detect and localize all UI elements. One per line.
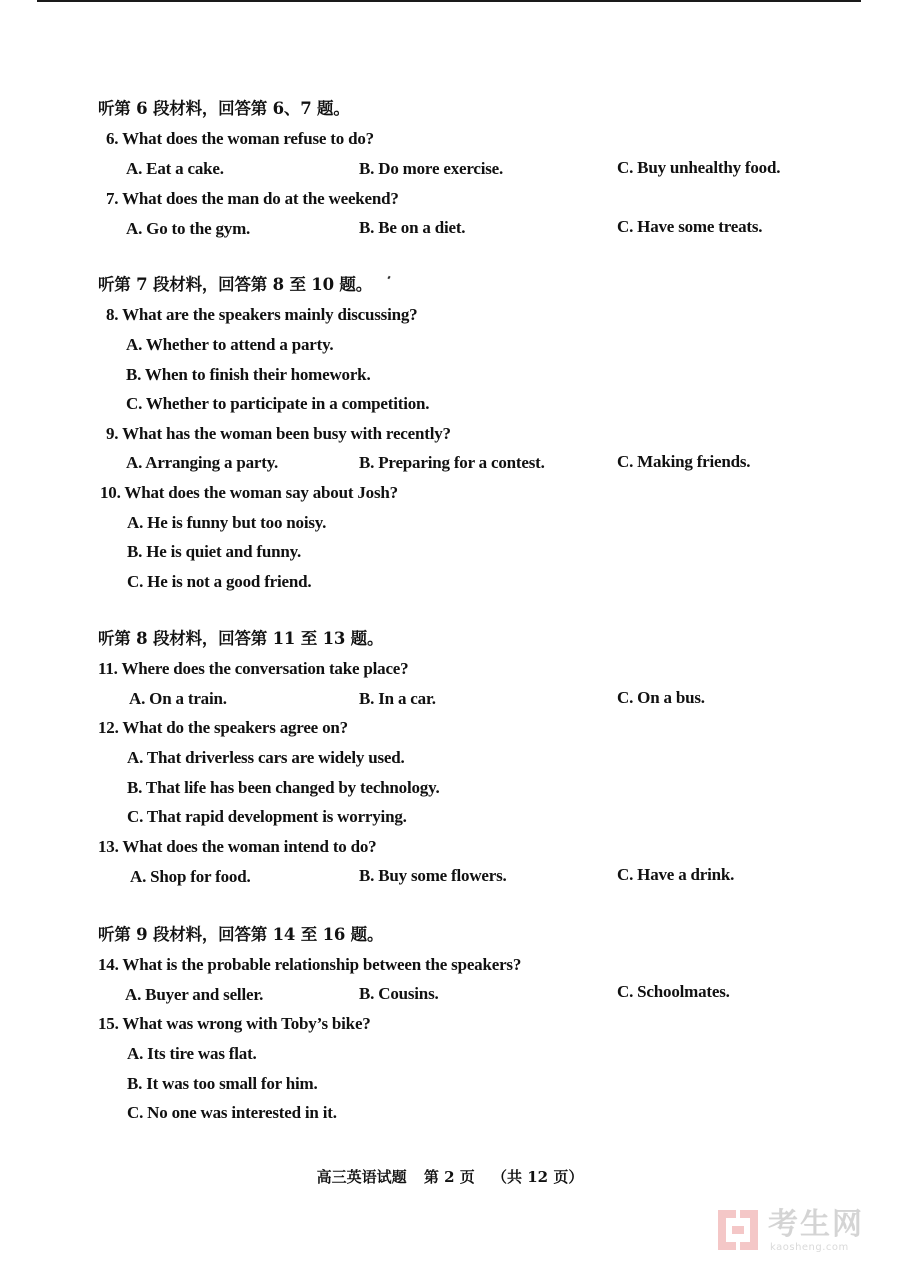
question-11-stem: 11. Where does the conversation take place? [98,659,409,678]
section-header-6: 听第 6 段材料，回答第 6、7 题。 [98,99,350,118]
question-9-option-c: C. Making friends. [617,452,751,471]
question-12-option-c: C. That rapid development is worrying. [127,807,407,826]
question-13-option-b: B. Buy some flowers. [359,866,507,885]
question-8-option-a: A. Whether to attend a party. [126,335,334,354]
question-7-stem: 7. What does the man do at the weekend? [106,189,399,208]
scan-speck [387,276,390,280]
footer-subject: 高三英语试题 [316,1168,407,1186]
question-12-stem: 12. What do the speakers agree on? [98,718,348,737]
section-header-9: 听第 9 段材料，回答第 14 至 16 题。 [98,925,384,944]
question-9-stem: 9. What has the woman been busy with recently? [106,424,451,443]
kaosheng-logo-icon [716,1208,760,1252]
question-7-option-b: B. Be on a diet. [359,218,466,237]
question-13-option-a: A. Shop for food. [130,867,251,886]
question-7-option-c: C. Have some treats. [617,217,763,236]
footer-total-pages: （共 12 页） [492,1168,584,1186]
question-6-stem: 6. What does the woman refuse to do? [106,129,374,148]
question-6-option-b: B. Do more exercise. [359,159,504,178]
question-7-option-a: A. Go to the gym. [126,219,251,238]
question-8-stem: 8. What are the speakers mainly discussing? [106,305,418,324]
question-12-option-a: A. That driverless cars are widely used. [127,748,405,767]
question-15-option-c: C. No one was interested in it. [127,1103,337,1122]
question-14-option-c: C. Schoolmates. [617,982,730,1001]
question-6-option-c: C. Buy unhealthy food. [617,158,781,177]
question-10-option-b: B. He is quiet and funny. [127,542,302,561]
question-11-option-b: B. In a car. [359,689,436,708]
question-15-option-a: A. Its tire was flat. [127,1044,257,1063]
question-13-option-c: C. Have a drink. [617,865,735,884]
question-6-option-a: A. Eat a cake. [126,159,224,178]
question-8-option-b: B. When to finish their homework. [126,365,371,384]
question-12-option-b: B. That life has been changed by technology. [127,778,440,797]
question-15-option-b: B. It was too small for him. [127,1074,318,1093]
watermark [716,1206,886,1258]
question-11-option-a: A. On a train. [129,689,227,708]
question-15-stem: 15. What was wrong with Toby’s bike? [98,1014,371,1033]
question-14-option-a: A. Buyer and seller. [125,985,264,1004]
question-11-option-c: C. On a bus. [617,688,705,707]
question-14-stem: 14. What is the probable relationship between the speakers? [98,955,522,974]
question-9-option-a: A. Arranging a party. [126,453,279,472]
footer-page-number: 第 2 页 [423,1168,475,1186]
question-14-option-b: B. Cousins. [359,984,439,1003]
page-footer [0,1166,900,1188]
watermark-site-name: 考生网 [768,1207,864,1242]
watermark-url: kaosheng.com [770,1242,849,1253]
question-10-option-a: A. He is funny but too noisy. [127,513,327,532]
question-8-option-c: C. Whether to participate in a competition. [126,394,430,413]
section-header-7: 听第 7 段材料，回答第 8 至 10 题。 [98,275,372,294]
section-header-8: 听第 8 段材料，回答第 11 至 13 题。 [98,629,384,648]
question-10-option-c: C. He is not a good friend. [127,572,312,591]
question-10-stem: 10. What does the woman say about Josh? [100,483,398,502]
question-9-option-b: B. Preparing for a contest. [359,453,545,472]
question-13-stem: 13. What does the woman intend to do? [98,837,377,856]
